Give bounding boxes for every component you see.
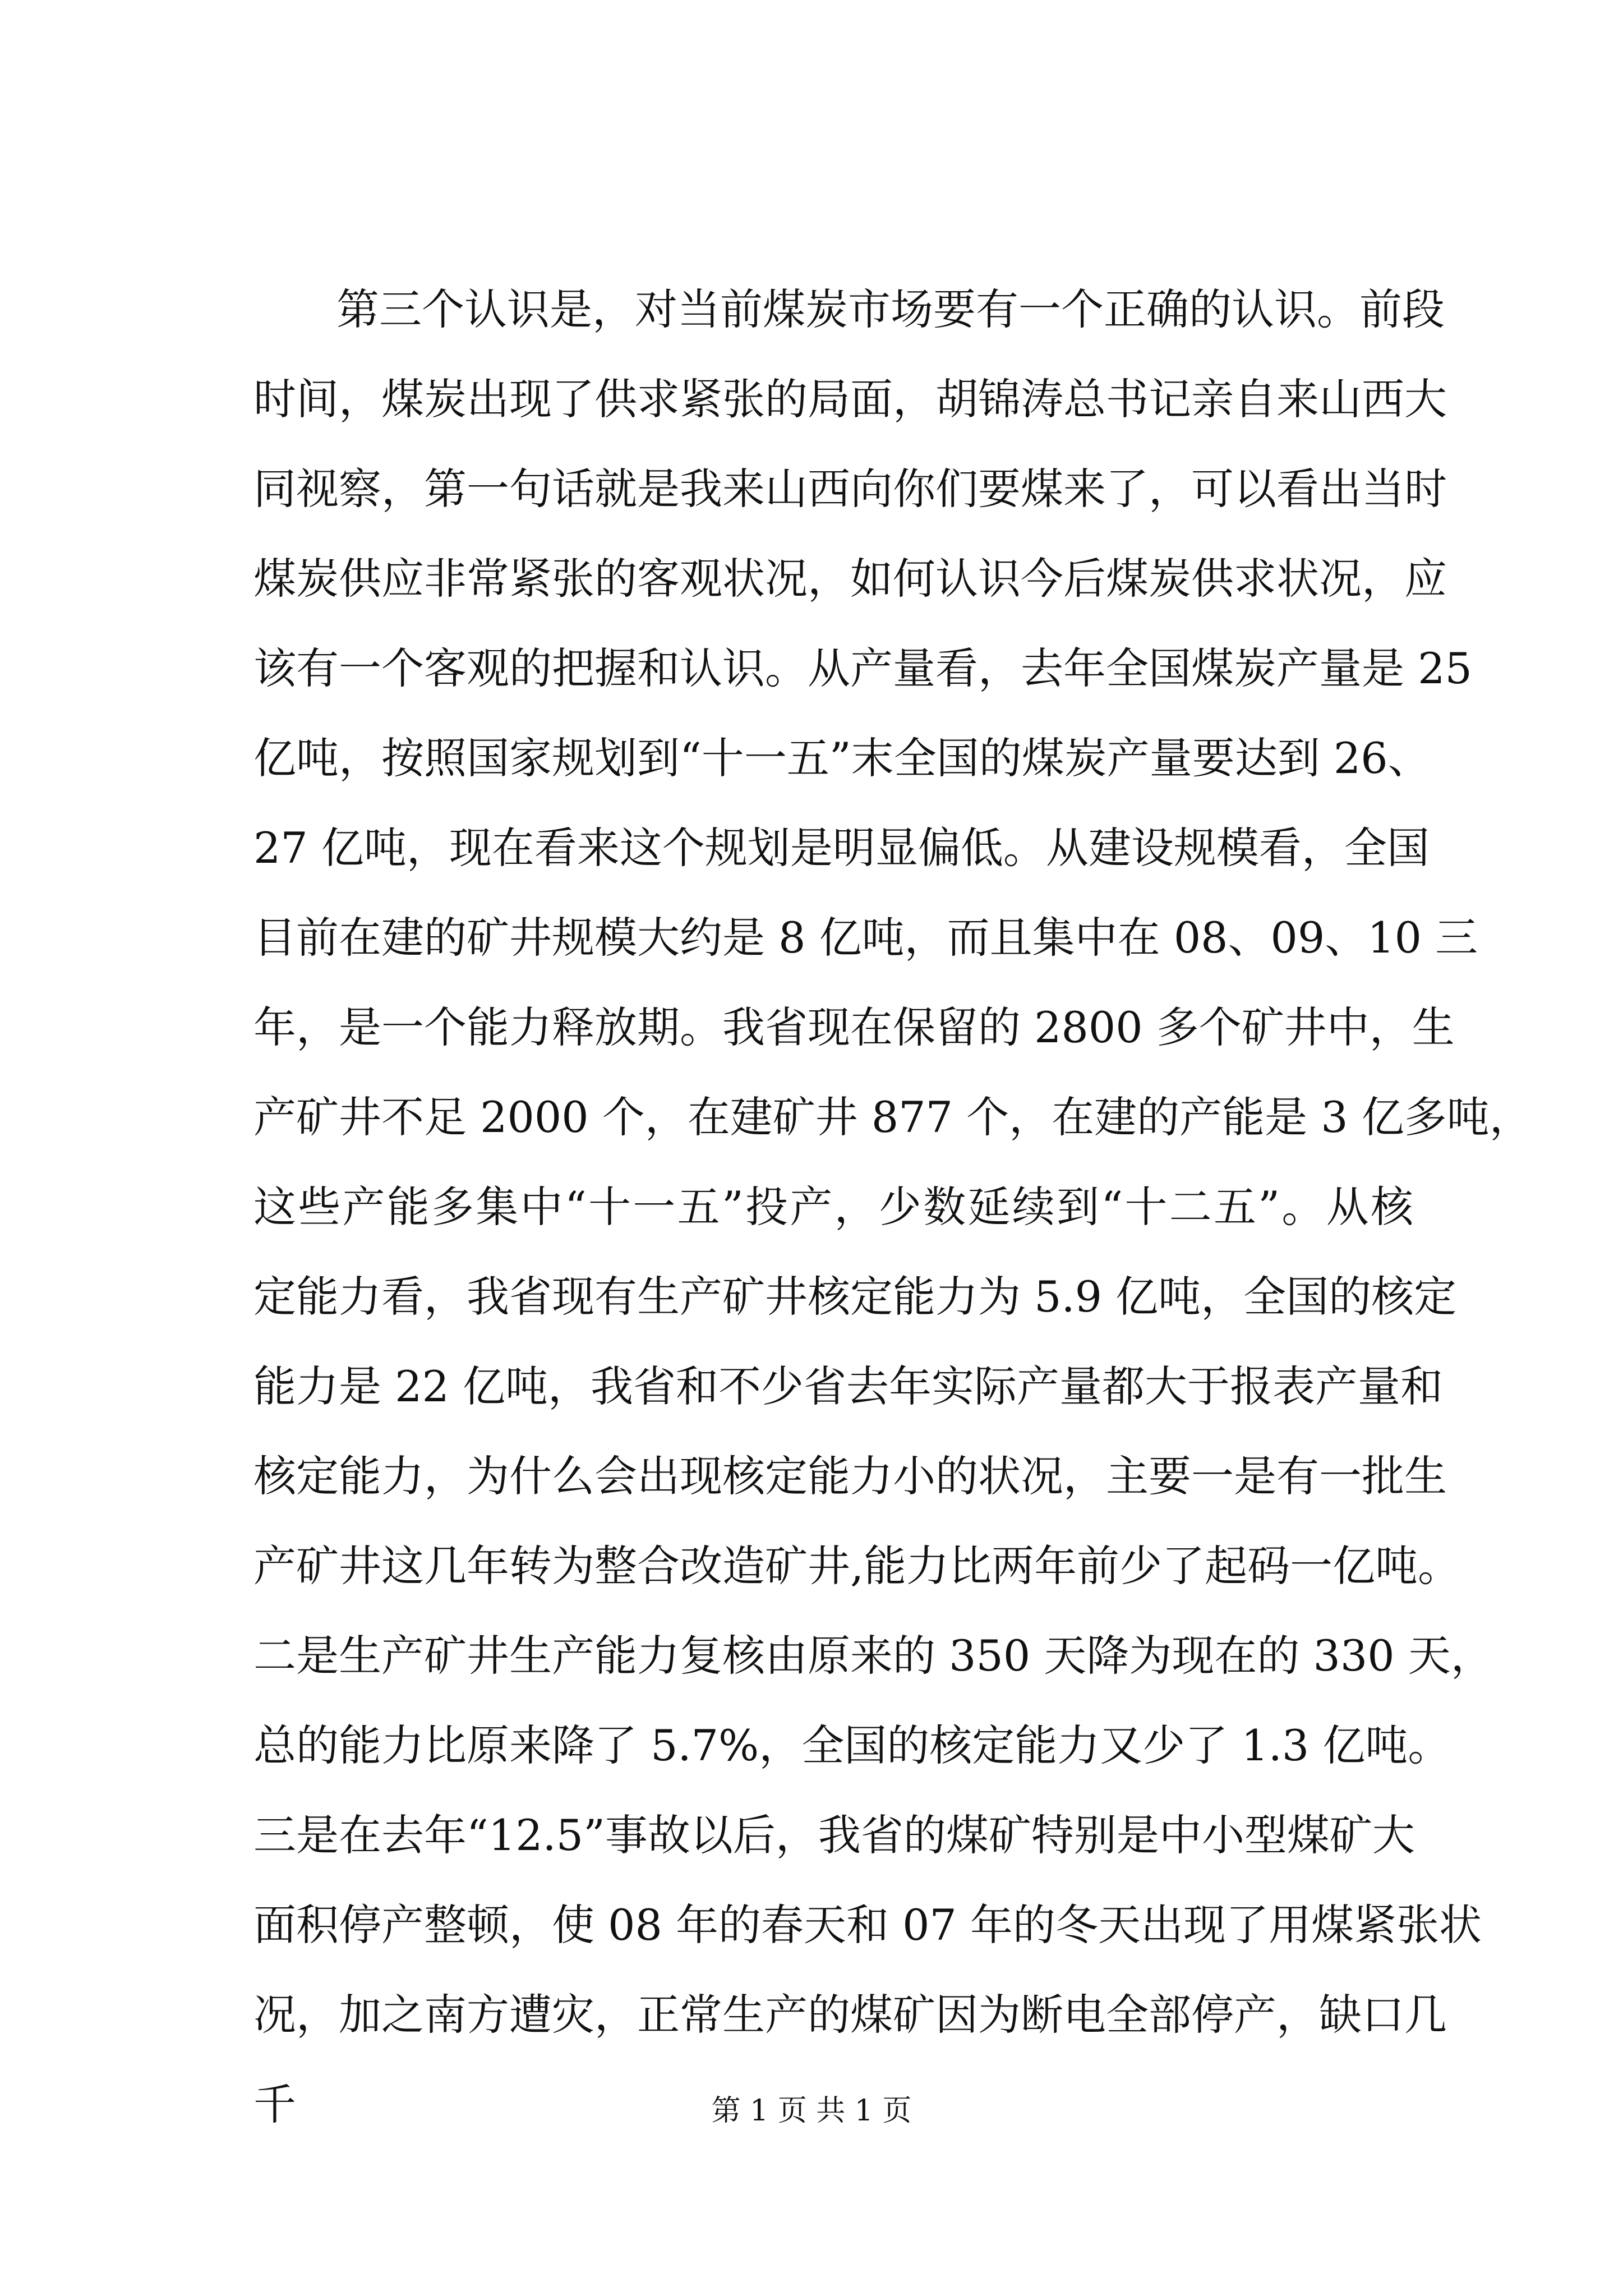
text-line-16: 二是生产矿井生产能力复核由原来的 350 天降为现在的 330 天，	[253, 1631, 1493, 1681]
text-line-9: 年，是一个能力释放期。我省现在保留的 2800 多个矿井中，生	[253, 1002, 1455, 1052]
body-paragraph	[253, 265, 1532, 2150]
text-line-7: 27 亿吨，现在看来这个规划是明显偏低。从建设规模看，全国	[253, 823, 1430, 873]
text-line-3: 同视察，第一句话就是我来山西向你们要煤来了，可以看出当时	[253, 464, 1447, 514]
page-number-label: 第 1 页 共 1 页	[711, 2094, 912, 2128]
text-line-2: 时间，煤炭出现了供求紧张的局面，胡锦涛总书记亲自来山西大	[253, 374, 1447, 424]
text-line-5: 该有一个客观的把握和认识。从产量看，去年全国煤炭产量是 25	[253, 643, 1472, 693]
page-footer	[0, 2091, 1623, 2131]
text-line-15: 产矿井这几年转为整合改造矿井,能力比两年前少了起码一亿吨。	[253, 1541, 1461, 1591]
text-line-11: 这些产能多集中“十一五”投产，少数延续到“十二五”。从核	[253, 1182, 1413, 1232]
text-line-10: 产矿井不足 2000 个，在建矿井 877 个，在建的产能是 3 亿多吨，	[253, 1092, 1532, 1142]
text-line-8: 目前在建的矿井规模大约是 8 亿吨，而且集中在 08、09、10 三	[253, 913, 1478, 963]
text-line-19: 面积停产整顿，使 08 年的春天和 07 年的冬天出现了用煤紧张状	[253, 1900, 1482, 1950]
text-line-13: 能力是 22 亿吨，我省和不少省去年实际产量都大于报表产量和	[253, 1361, 1444, 1411]
text-line-18: 三是在去年“12.5”事故以后，我省的煤矿特别是中小型煤矿大	[253, 1810, 1415, 1860]
text-line-4: 煤炭供应非常紧张的客观状况，如何认识今后煤炭供求状况，应	[253, 554, 1447, 604]
text-line-14: 核定能力，为什么会出现核定能力小的状况，主要一是有一批生	[253, 1451, 1447, 1501]
text-line-1: 第三个认识是，对当前煤炭市场要有一个正确的认识。前段	[336, 284, 1445, 334]
text-line-20: 况，加之南方遭灾，正常生产的煤矿因为断电全部停产，缺口几	[253, 1990, 1447, 2040]
text-line-17: 总的能力比原来降了 5.7%，全国的核定能力又少了 1.3 亿吨。	[253, 1720, 1451, 1770]
text-line-21: 千	[253, 2079, 296, 2129]
text-line-12: 定能力看，我省现有生产矿井核定能力为 5.9 亿吨，全国的核定	[253, 1272, 1457, 1322]
text-line-6: 亿吨，按照国家规划到“十一五”末全国的煤炭产量要达到 26、	[253, 733, 1431, 783]
